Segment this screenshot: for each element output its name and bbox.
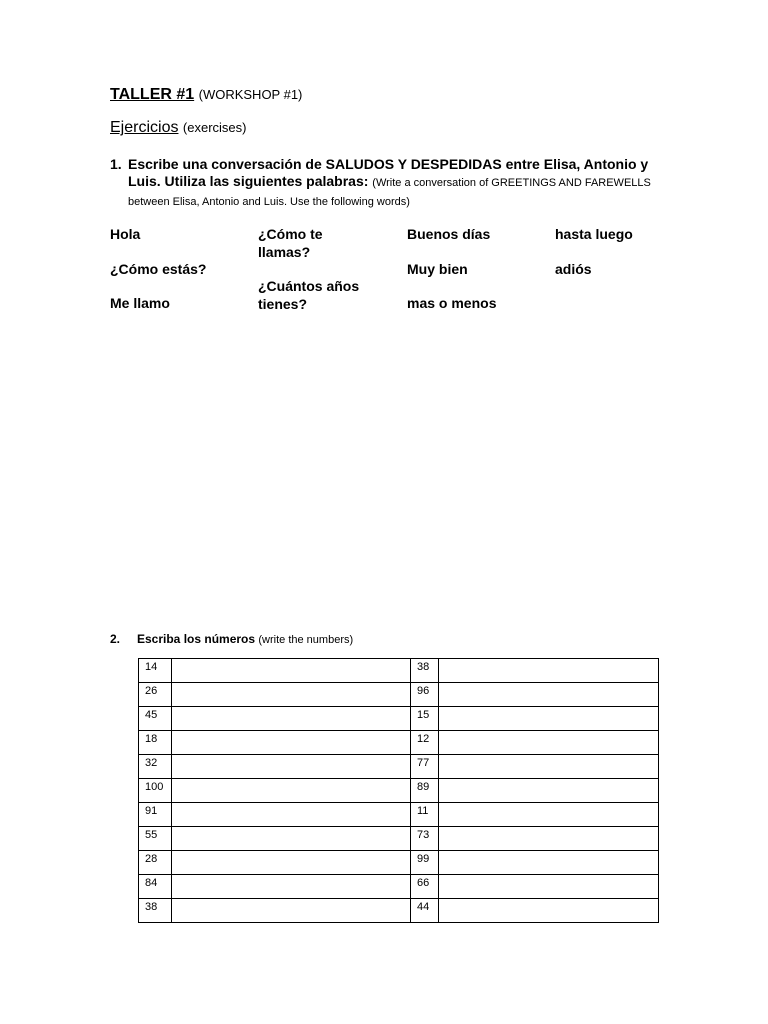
number-cell: 38 (139, 899, 172, 923)
number-cell: 73 (411, 827, 439, 851)
word-me-llamo: Me llamo (110, 295, 170, 311)
number-cell: 26 (139, 683, 172, 707)
question-1-translation: (Write a conversation of GREETINGS AND FAREWELLS between Elisa, Antonio and Luis. Use the following words) (128, 177, 651, 208)
number-cell: 99 (411, 851, 439, 875)
answer-cell[interactable] (172, 899, 411, 923)
table-row (139, 875, 659, 899)
number-cell: 89 (411, 779, 439, 803)
number-cell: 55 (139, 827, 172, 851)
word-muy-bien: Muy bien (407, 261, 468, 277)
answer-cell[interactable] (439, 707, 659, 731)
answer-cell[interactable] (439, 803, 659, 827)
title-main: TALLER #1 (110, 86, 195, 103)
exercises-heading-sub: (exercises) (182, 120, 247, 135)
answer-cell[interactable] (172, 683, 411, 707)
word-como-te-llamas: ¿Cómo te llamas? (258, 226, 323, 260)
numbers-table (138, 658, 659, 923)
table-row (139, 707, 659, 731)
number-cell: 11 (411, 803, 439, 827)
table-row (139, 683, 659, 707)
table-row (139, 779, 659, 803)
answer-cell[interactable] (439, 827, 659, 851)
answer-cell[interactable] (172, 875, 411, 899)
question-2-translation: (write the numbers) (258, 634, 354, 646)
exercises-heading-main: Ejercicios (110, 119, 179, 136)
number-cell: 15 (411, 707, 439, 731)
table-row (139, 659, 659, 683)
question-1 (110, 156, 670, 211)
word-mas-o-menos: mas o menos (407, 295, 497, 311)
word-buenos-dias: Buenos días (407, 226, 491, 242)
word-hasta-luego: hasta luego (555, 226, 633, 242)
workshop-title (110, 86, 302, 104)
number-cell: 44 (411, 899, 439, 923)
answer-cell[interactable] (439, 683, 659, 707)
number-cell: 77 (411, 755, 439, 779)
number-cell: 91 (139, 803, 172, 827)
title-sub: (WORKSHOP #1) (198, 87, 303, 102)
answer-cell[interactable] (439, 899, 659, 923)
table-row (139, 899, 659, 923)
word-como-estas: ¿Cómo estás? (110, 261, 207, 277)
number-cell: 18 (139, 731, 172, 755)
exercises-heading (110, 119, 247, 137)
number-cell: 84 (139, 875, 172, 899)
word-hola: Hola (110, 226, 141, 242)
table-row (139, 731, 659, 755)
answer-cell[interactable] (172, 851, 411, 875)
answer-cell[interactable] (172, 779, 411, 803)
number-cell: 14 (139, 659, 172, 683)
answer-cell[interactable] (172, 707, 411, 731)
number-cell: 38 (411, 659, 439, 683)
number-cell: 100 (139, 779, 172, 803)
question-2-instruction: Escriba los números (137, 632, 256, 646)
answer-cell[interactable] (172, 731, 411, 755)
answer-cell[interactable] (172, 803, 411, 827)
answer-cell[interactable] (439, 851, 659, 875)
question-2-number: 2. (110, 632, 121, 646)
number-cell: 28 (139, 851, 172, 875)
question-1-instruction: Escribe una conversación de SALUDOS Y DESPEDIDAS entre Elisa, Antonio y Luis. Utiliza las siguientes palabras: (128, 156, 649, 189)
table-row (139, 827, 659, 851)
word-cuantos-anos: ¿Cuántos años tienes? (258, 278, 360, 312)
answer-cell[interactable] (172, 755, 411, 779)
word-adios: adiós (555, 261, 592, 277)
table-row (139, 851, 659, 875)
table-row (139, 803, 659, 827)
number-cell: 96 (411, 683, 439, 707)
answer-cell[interactable] (439, 779, 659, 803)
number-cell: 12 (411, 731, 439, 755)
answer-cell[interactable] (439, 731, 659, 755)
table-row (139, 755, 659, 779)
number-cell: 66 (411, 875, 439, 899)
number-cell: 32 (139, 755, 172, 779)
answer-cell[interactable] (172, 827, 411, 851)
answer-cell[interactable] (439, 875, 659, 899)
question-2 (110, 632, 353, 646)
answer-cell[interactable] (439, 755, 659, 779)
answer-cell[interactable] (172, 659, 411, 683)
answer-cell[interactable] (439, 659, 659, 683)
question-1-number: 1. (110, 156, 122, 172)
number-cell: 45 (139, 707, 172, 731)
